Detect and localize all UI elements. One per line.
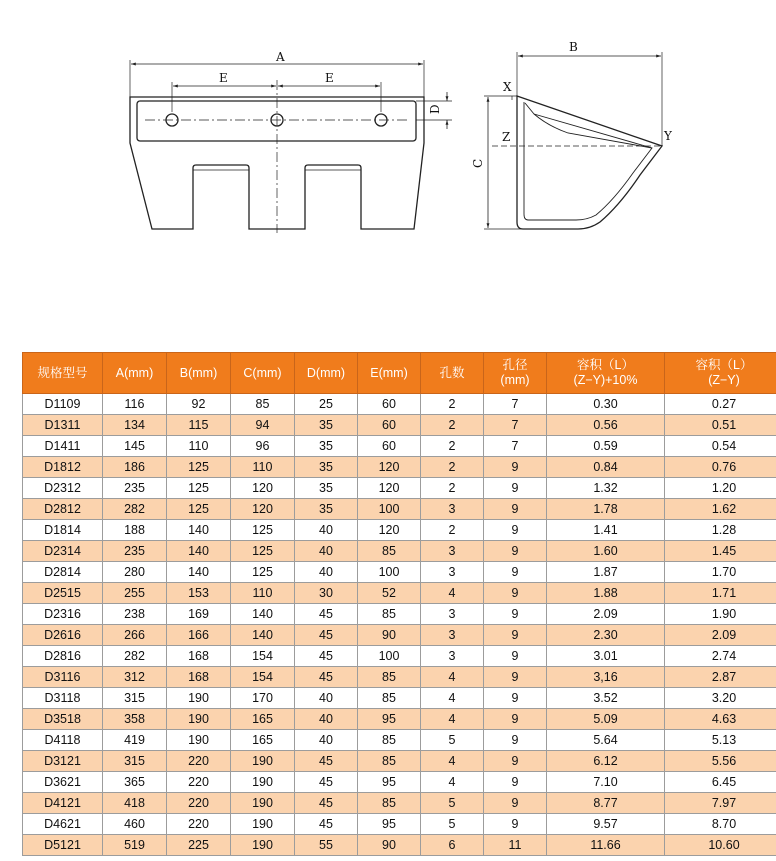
table-cell: 120 — [358, 457, 421, 478]
table-cell: 0.30 — [547, 394, 665, 415]
column-header-line1: 孔径 — [502, 358, 528, 372]
table-cell: 2 — [421, 394, 484, 415]
table-cell: D1311 — [23, 415, 103, 436]
table-row — [23, 835, 776, 856]
table-cell: 45 — [295, 646, 358, 667]
table-cell: 2.09 — [665, 625, 776, 646]
table-cell: 110 — [231, 583, 295, 604]
table-cell: 1.71 — [665, 583, 776, 604]
table-cell: 125 — [231, 520, 295, 541]
table-cell: 35 — [295, 415, 358, 436]
header-row — [23, 353, 776, 394]
table-cell: 0.27 — [665, 394, 776, 415]
table-cell: 2 — [421, 457, 484, 478]
front-cutout-left — [193, 170, 249, 229]
table-cell: D2616 — [23, 625, 103, 646]
table-cell: 358 — [103, 709, 167, 730]
table-cell: 85 — [358, 751, 421, 772]
table-cell: 3 — [421, 646, 484, 667]
table-cell: 460 — [103, 814, 167, 835]
column-header-line1: A(mm) — [115, 365, 154, 380]
label-E-right: E — [325, 71, 334, 85]
table-cell: 1.60 — [547, 541, 665, 562]
table-cell: 238 — [103, 604, 167, 625]
table-cell: 5 — [421, 793, 484, 814]
table-cell: 0.56 — [547, 415, 665, 436]
label-D: D — [428, 104, 442, 114]
table-cell: 220 — [167, 772, 231, 793]
table-cell: 170 — [231, 688, 295, 709]
table-cell: 9 — [484, 772, 547, 793]
table-cell: D1812 — [23, 457, 103, 478]
table-row — [23, 730, 776, 751]
table-cell: 45 — [295, 793, 358, 814]
table-row — [23, 604, 776, 625]
table-row — [23, 625, 776, 646]
table-cell: 110 — [231, 457, 295, 478]
table-cell: 85 — [358, 793, 421, 814]
column-header-line2: (Z−Y) — [708, 373, 740, 387]
table-cell: 315 — [103, 751, 167, 772]
table-cell: 9 — [484, 457, 547, 478]
table-cell: D3621 — [23, 772, 103, 793]
table-cell: 282 — [103, 646, 167, 667]
table-cell: D2814 — [23, 562, 103, 583]
table-cell: 282 — [103, 499, 167, 520]
table-cell: 125 — [167, 499, 231, 520]
table-cell: 1.62 — [665, 499, 776, 520]
table-cell: 7 — [484, 394, 547, 415]
table-cell: 169 — [167, 604, 231, 625]
table-row — [23, 688, 776, 709]
table-row — [23, 415, 776, 436]
table-cell: 40 — [295, 562, 358, 583]
table-cell: 95 — [358, 814, 421, 835]
table-row — [23, 814, 776, 835]
table-cell: 4 — [421, 751, 484, 772]
front-view — [130, 60, 452, 233]
table-cell: 9 — [484, 520, 547, 541]
table-row — [23, 478, 776, 499]
table-cell: 7.97 — [665, 793, 776, 814]
table-cell: 9 — [484, 730, 547, 751]
table-cell: 2.87 — [665, 667, 776, 688]
table-cell: 9 — [484, 751, 547, 772]
table-cell: 4 — [421, 772, 484, 793]
table-cell: 30 — [295, 583, 358, 604]
table-cell: 7 — [484, 436, 547, 457]
table-row — [23, 499, 776, 520]
table-cell: 3 — [421, 541, 484, 562]
table-cell: 9 — [484, 478, 547, 499]
table-cell: 190 — [167, 709, 231, 730]
table-cell: 40 — [295, 541, 358, 562]
table-cell: 166 — [167, 625, 231, 646]
table-cell: 0.51 — [665, 415, 776, 436]
table-cell: 0.84 — [547, 457, 665, 478]
table-cell: 280 — [103, 562, 167, 583]
table-cell: 45 — [295, 751, 358, 772]
table-cell: 519 — [103, 835, 167, 856]
table-cell: 2 — [421, 478, 484, 499]
table-cell: 190 — [231, 751, 295, 772]
table-cell: 225 — [167, 835, 231, 856]
table-cell: 85 — [358, 667, 421, 688]
table-cell: 220 — [167, 814, 231, 835]
table-row — [23, 667, 776, 688]
front-back-plate — [137, 101, 416, 141]
table-cell: 95 — [358, 709, 421, 730]
table-cell: 3.20 — [665, 688, 776, 709]
table-row — [23, 751, 776, 772]
column-header — [547, 353, 665, 394]
table-cell: 90 — [358, 835, 421, 856]
side-outer-profile — [517, 96, 662, 229]
table-cell: 85 — [358, 688, 421, 709]
table-cell: 60 — [358, 436, 421, 457]
table-cell: 85 — [358, 604, 421, 625]
table-cell: 5.13 — [665, 730, 776, 751]
table-cell: 60 — [358, 394, 421, 415]
table-cell: 9 — [484, 793, 547, 814]
column-header-line1: E(mm) — [370, 365, 408, 380]
table-cell: 100 — [358, 562, 421, 583]
table-cell: 25 — [295, 394, 358, 415]
table-cell: 125 — [167, 457, 231, 478]
table-cell: D4121 — [23, 793, 103, 814]
table-row — [23, 436, 776, 457]
table-row — [23, 583, 776, 604]
column-header — [103, 353, 167, 394]
table-cell: D1814 — [23, 520, 103, 541]
table-cell: 1.45 — [665, 541, 776, 562]
column-header — [231, 353, 295, 394]
table-cell: 168 — [167, 667, 231, 688]
side-inner-profile — [524, 102, 652, 220]
table-cell: D1109 — [23, 394, 103, 415]
column-header — [358, 353, 421, 394]
table-cell: 140 — [167, 562, 231, 583]
table-cell: 92 — [167, 394, 231, 415]
table-cell: 220 — [167, 793, 231, 814]
table-cell: 7 — [484, 415, 547, 436]
table-row — [23, 793, 776, 814]
column-header-line2: (mm) — [500, 373, 530, 387]
table-cell: 3 — [421, 604, 484, 625]
column-header — [23, 353, 103, 394]
table-cell: 9 — [484, 541, 547, 562]
table-cell: D3118 — [23, 688, 103, 709]
table-cell: 9 — [484, 499, 547, 520]
table-cell: 190 — [167, 730, 231, 751]
label-A: A — [276, 50, 285, 64]
table-cell: 1.90 — [665, 604, 776, 625]
column-header-line1: B(mm) — [179, 365, 218, 380]
table-header — [23, 353, 776, 394]
table-cell: 190 — [167, 688, 231, 709]
table-cell: 1.32 — [547, 478, 665, 499]
table-cell: 40 — [295, 709, 358, 730]
table-cell: 1.41 — [547, 520, 665, 541]
table-cell: 3.01 — [547, 646, 665, 667]
table-cell: 145 — [103, 436, 167, 457]
table-cell: 168 — [167, 646, 231, 667]
table-cell: D3116 — [23, 667, 103, 688]
table-cell: 45 — [295, 814, 358, 835]
table-cell: 125 — [167, 478, 231, 499]
table-cell: 5.09 — [547, 709, 665, 730]
table-cell: 116 — [103, 394, 167, 415]
label-B: B — [569, 40, 578, 54]
table-cell: 0.59 — [547, 436, 665, 457]
table-row — [23, 394, 776, 415]
table-cell: 140 — [231, 604, 295, 625]
column-header-line1: 容积（L） — [695, 358, 753, 372]
table-cell: 9.57 — [547, 814, 665, 835]
table-cell: 1.78 — [547, 499, 665, 520]
table-cell: 188 — [103, 520, 167, 541]
table-cell: 1.87 — [547, 562, 665, 583]
table-cell: 100 — [358, 646, 421, 667]
table-cell: 8.77 — [547, 793, 665, 814]
table-cell: 2.30 — [547, 625, 665, 646]
table-cell: 40 — [295, 688, 358, 709]
table-cell: 9 — [484, 709, 547, 730]
table-cell: 125 — [231, 541, 295, 562]
table-cell: 3 — [421, 562, 484, 583]
front-cutout-right — [305, 170, 361, 229]
table-cell: 120 — [358, 520, 421, 541]
table-cell: 52 — [358, 583, 421, 604]
table-cell: 312 — [103, 667, 167, 688]
table-cell: 96 — [231, 436, 295, 457]
table-cell: 4 — [421, 688, 484, 709]
column-header-line1: C(mm) — [243, 365, 282, 380]
table-cell: 85 — [231, 394, 295, 415]
table-cell: 266 — [103, 625, 167, 646]
table-cell: 115 — [167, 415, 231, 436]
table-cell: 5.64 — [547, 730, 665, 751]
table-cell: 2 — [421, 520, 484, 541]
table-cell: 2.74 — [665, 646, 776, 667]
table-cell: 154 — [231, 667, 295, 688]
table-cell: 5.56 — [665, 751, 776, 772]
table-cell: 120 — [231, 499, 295, 520]
label-C: C — [471, 158, 485, 168]
table-cell: 11 — [484, 835, 547, 856]
table-cell: D2314 — [23, 541, 103, 562]
table-row — [23, 541, 776, 562]
table-cell: 9 — [484, 688, 547, 709]
table-cell: 3.52 — [547, 688, 665, 709]
label-E-left: E — [219, 71, 228, 85]
column-header-line2: (Z−Y)+10% — [573, 373, 638, 387]
table-cell: 35 — [295, 499, 358, 520]
table-cell: D2515 — [23, 583, 103, 604]
side-view — [484, 52, 662, 229]
table-row — [23, 772, 776, 793]
table-cell: 3,16 — [547, 667, 665, 688]
table-body — [23, 394, 776, 856]
table-cell: 186 — [103, 457, 167, 478]
table-cell: 40 — [295, 520, 358, 541]
table-cell: 190 — [231, 814, 295, 835]
table-cell: 85 — [358, 730, 421, 751]
table-cell: 190 — [231, 793, 295, 814]
table-cell: 35 — [295, 478, 358, 499]
table-cell: 4 — [421, 709, 484, 730]
table-cell: 35 — [295, 457, 358, 478]
table-cell: 125 — [231, 562, 295, 583]
table-cell: 3 — [421, 625, 484, 646]
table-cell: 100 — [358, 499, 421, 520]
table-row — [23, 520, 776, 541]
table-cell: D4621 — [23, 814, 103, 835]
table-cell: 4 — [421, 583, 484, 604]
table-cell: D2816 — [23, 646, 103, 667]
table-cell: 4.63 — [665, 709, 776, 730]
table-cell: 165 — [231, 730, 295, 751]
table-cell: 235 — [103, 541, 167, 562]
table-cell: 190 — [231, 772, 295, 793]
table-cell: 120 — [231, 478, 295, 499]
column-header — [167, 353, 231, 394]
table-cell: 235 — [103, 478, 167, 499]
table-cell: 6.45 — [665, 772, 776, 793]
table-cell: 5 — [421, 730, 484, 751]
table-cell: 255 — [103, 583, 167, 604]
table-cell: D3518 — [23, 709, 103, 730]
table-cell: D5121 — [23, 835, 103, 856]
table-cell: 6 — [421, 835, 484, 856]
table-cell: 0.54 — [665, 436, 776, 457]
table-cell: D2316 — [23, 604, 103, 625]
table-cell: 2 — [421, 415, 484, 436]
table-cell: 365 — [103, 772, 167, 793]
table-cell: 7.10 — [547, 772, 665, 793]
table-cell: 153 — [167, 583, 231, 604]
table-cell: 0.76 — [665, 457, 776, 478]
table-cell: 9 — [484, 646, 547, 667]
table-cell: 418 — [103, 793, 167, 814]
table-row — [23, 709, 776, 730]
table-cell: 9 — [484, 562, 547, 583]
table-cell: D3121 — [23, 751, 103, 772]
column-header — [295, 353, 358, 394]
table-cell: 9 — [484, 814, 547, 835]
table-cell: 9 — [484, 583, 547, 604]
table-cell: D2312 — [23, 478, 103, 499]
table-cell: D2812 — [23, 499, 103, 520]
column-header-line1: 规格型号 — [37, 365, 88, 380]
table-cell: 45 — [295, 625, 358, 646]
table-cell: 5 — [421, 814, 484, 835]
table-cell: 11.66 — [547, 835, 665, 856]
table-cell: 90 — [358, 625, 421, 646]
table-cell: 45 — [295, 604, 358, 625]
table-cell: 120 — [358, 478, 421, 499]
column-header-line1: 容积（L） — [577, 358, 634, 372]
table-cell: 45 — [295, 772, 358, 793]
column-header — [665, 353, 776, 394]
table-cell: 1.70 — [665, 562, 776, 583]
table-cell: 9 — [484, 667, 547, 688]
table-cell: 40 — [295, 730, 358, 751]
table-cell: 419 — [103, 730, 167, 751]
table-cell: 315 — [103, 688, 167, 709]
table-cell: 4 — [421, 667, 484, 688]
table-cell: 2 — [421, 436, 484, 457]
table-cell: 8.70 — [665, 814, 776, 835]
table-row — [23, 646, 776, 667]
table-cell: 134 — [103, 415, 167, 436]
table-cell: 35 — [295, 436, 358, 457]
column-header-line1: D(mm) — [306, 365, 346, 380]
bucket-technical-drawing — [0, 0, 776, 300]
column-header — [421, 353, 484, 394]
table-row — [23, 562, 776, 583]
table-cell: 165 — [231, 709, 295, 730]
table-cell: 6.12 — [547, 751, 665, 772]
column-header-line1: 孔数 — [439, 365, 465, 380]
table-cell: 190 — [231, 835, 295, 856]
table-cell: 9 — [484, 604, 547, 625]
table-cell: 1.20 — [665, 478, 776, 499]
table-cell: 3 — [421, 499, 484, 520]
table-cell: 140 — [231, 625, 295, 646]
table-row — [23, 457, 776, 478]
label-X: X — [503, 80, 512, 94]
table-cell: 9 — [484, 625, 547, 646]
table-cell: 154 — [231, 646, 295, 667]
table-cell: 85 — [358, 541, 421, 562]
label-Y: Y — [664, 129, 672, 143]
table-cell: 60 — [358, 415, 421, 436]
table-cell: 1.88 — [547, 583, 665, 604]
table-cell: 140 — [167, 541, 231, 562]
table-cell: 95 — [358, 772, 421, 793]
table-cell: 94 — [231, 415, 295, 436]
table-cell: D1411 — [23, 436, 103, 457]
table-cell: 1.28 — [665, 520, 776, 541]
table-cell: 45 — [295, 667, 358, 688]
table-cell: 110 — [167, 436, 231, 457]
label-Z: Z — [502, 130, 511, 144]
table-cell: 220 — [167, 751, 231, 772]
table-cell: D4118 — [23, 730, 103, 751]
table-cell: 2.09 — [547, 604, 665, 625]
table-cell: 10.60 — [665, 835, 776, 856]
bucket-spec-table — [22, 352, 776, 856]
column-header — [484, 353, 547, 394]
table-cell: 140 — [167, 520, 231, 541]
table-cell: 55 — [295, 835, 358, 856]
